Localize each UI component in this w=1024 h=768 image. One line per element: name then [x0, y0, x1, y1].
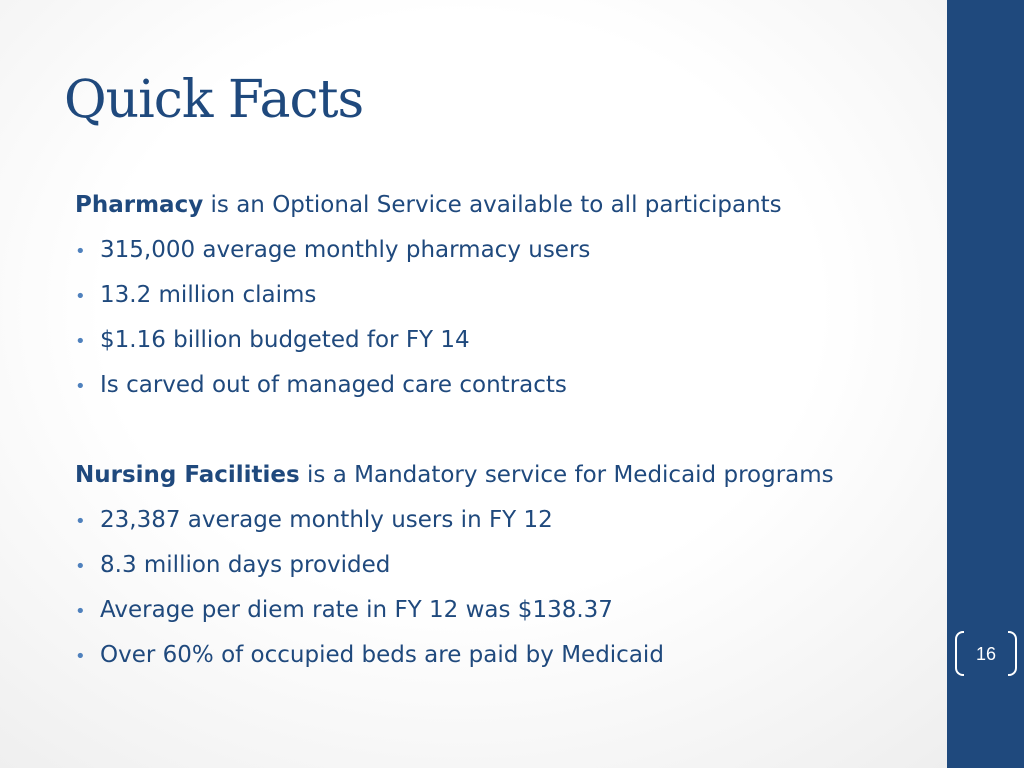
section-spacer	[75, 408, 915, 453]
list-item-text: 8.3 million days provided	[100, 552, 391, 578]
bullet-icon: •	[75, 601, 86, 622]
list-item-text: Over 60% of occupied beds are paid by Medicaid	[100, 642, 664, 668]
list-item-text: $1.16 billion budgeted for FY 14	[100, 327, 470, 353]
list-item-text: Is carved out of managed care contracts	[100, 372, 567, 398]
bullet-icon: •	[75, 286, 86, 307]
section-heading-bold: Pharmacy	[75, 192, 204, 218]
section-heading-nursing	[75, 453, 915, 498]
list-item-text: Average per diem rate in FY 12 was $138.37	[100, 597, 613, 623]
slide-body	[75, 183, 915, 678]
section-heading-bold: Nursing Facilities	[75, 462, 300, 488]
section-heading-text: is an Optional Service available to all participants	[203, 192, 782, 218]
bullet-icon: •	[75, 241, 86, 262]
bullet-icon: •	[75, 556, 86, 577]
list-item	[75, 318, 915, 363]
section-heading-pharmacy	[75, 183, 915, 228]
list-item	[75, 273, 915, 318]
list-item	[75, 228, 915, 273]
list-item	[75, 363, 915, 408]
list-item-text: 315,000 average monthly pharmacy users	[100, 237, 591, 263]
bullet-icon: •	[75, 511, 86, 532]
list-item	[75, 498, 915, 543]
slide-title: Quick Facts	[64, 70, 364, 130]
bullet-icon: •	[75, 376, 86, 397]
bullet-icon: •	[75, 331, 86, 352]
list-item-text: 13.2 million claims	[100, 282, 317, 308]
list-item-text: 23,387 average monthly users in FY 12	[100, 507, 553, 533]
list-item	[75, 633, 915, 678]
list-item	[75, 588, 915, 633]
page-number: 16	[955, 629, 1017, 680]
bullet-icon: •	[75, 646, 86, 667]
section-heading-text: is a Mandatory service for Medicaid programs	[299, 462, 834, 488]
list-item	[75, 543, 915, 588]
